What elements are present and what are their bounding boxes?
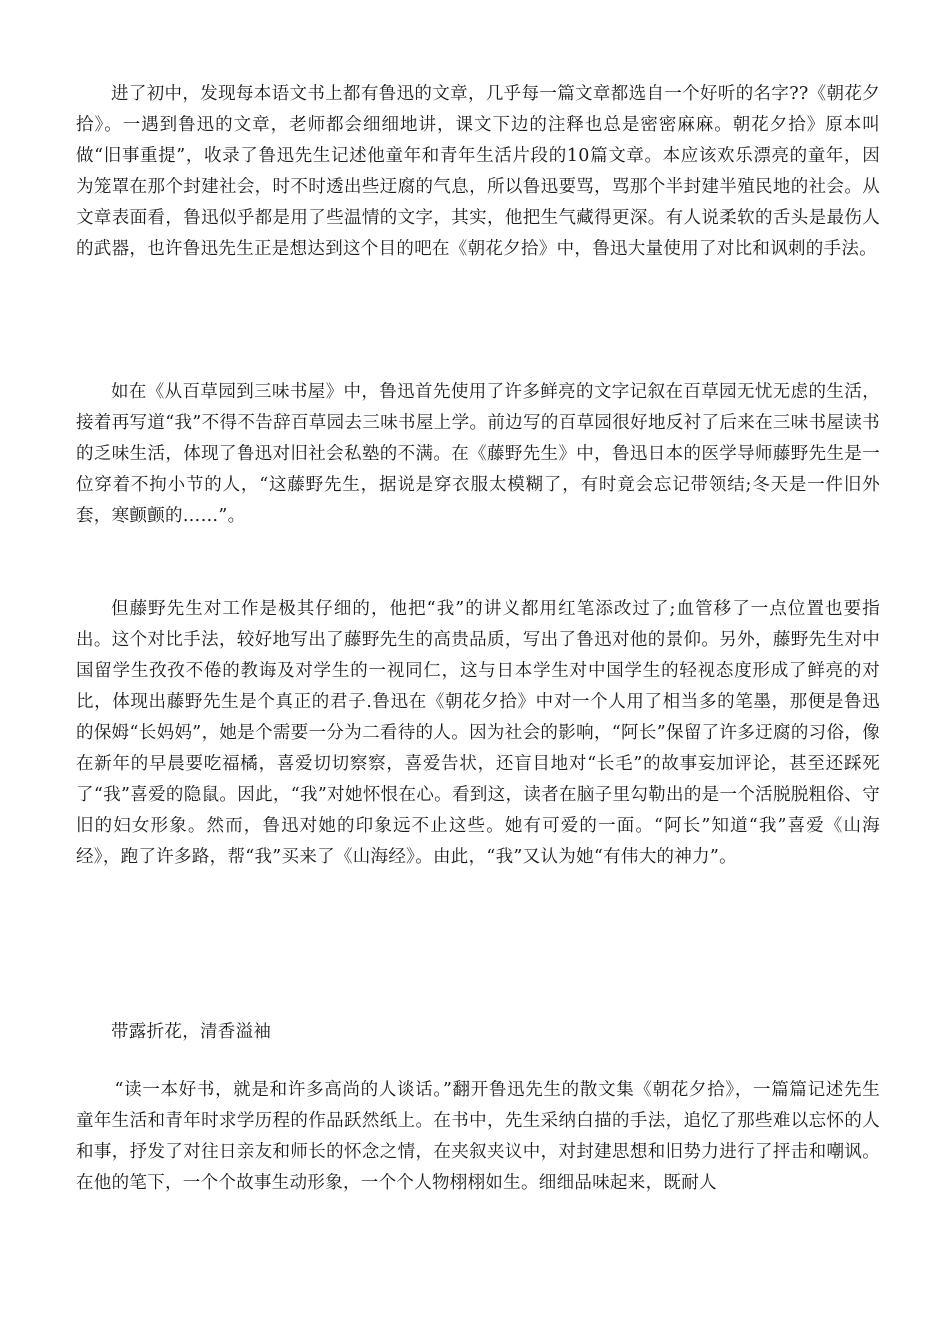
paragraph-3: 但藤野先生对工作是极其仔细的，他把“我”的讲义都用红笔添改过了;血管移了一点位置也要指出。这个对比手法，较好地写出了藤野先生的高贵品质，写出了鲁迅对他的景仰。另外，藤野先生对中国留学生孜孜不倦的教诲及对学生的一视同仁，这与日本学生对中国学生的轻视态度形成了鲜亮的对比，体现出藤野先生是个真正的君子.鲁迅在《朝花夕拾》中对一个人用了相当多的笔墨，那便是鲁迅的保姆“长妈妈”，她是个需要一分为二看待的人。因为社会的影响，“阿长”保留了许多迂腐的习俗，像在新年的早晨要吃福橘，喜爱切切察察，喜爱告状，还盲目地对“长毛”的故事妄加评论，甚至还踩死了“我”喜爱的隐鼠。因此，“我”对她怀恨在心。看到这，读者在脑子里勾勒出的是一个活脱脱粗俗、守旧的妇女形象。然而，鲁迅对她的印象远不止这些。她有可爱的一面。“阿长”知道“我”喜爱《山海经》，跑了许多路，帮“我”买来了《山海经》。由此，“我”又认为她“有伟大的神力”。: [76, 599, 880, 867]
paragraph-1: 进了初中，发现每本语文书上都有鲁迅的文章，几乎每一篇文章都选自一个好听的名字??《朝花夕拾》。一遇到鲁迅的文章，老师都会细细地讲，课文下边的注释也总是密密麻麻。朝花夕拾》原本叫做“旧事重提”，收录了鲁迅先生记述他童年和青年生活片段的10篇文章。本应该欢乐漂亮的童年，因为笼罩在那个封建社会，时不时透出些迂腐的气息，所以鲁迅要骂，骂那个半封建半殖民地的社会。从文章表面看，鲁迅似乎都是用了些温情的文字，其实，他把生气藏得更深。有人说柔软的舌头是最伤人的武器，也许鲁迅先生正是想达到这个目的吧在《朝花夕拾》中，鲁迅大量使用了对比和讽刺的手法。: [76, 84, 880, 259]
paragraph-2: 如在《从百草园到三味书屋》中，鲁迅首先使用了许多鲜亮的文字记叙在百草园无忧无虑的生活，接着再写道“我”不得不告辞百草园去三味书屋上学。前边写的百草园很好地反衬了后来在三味书屋读书的乏味生活，体现了鲁迅对旧社会私塾的不满。在《藤野先生》中，鲁迅日本的医学导师藤野先生是一位穿着不拘小节的人，“这藤野先生，据说是穿衣服太模糊了，有时竟会忘记带领结;冬天是一件旧外套，寒颤颤的……”。: [76, 382, 880, 526]
section-heading: 带露折花，清香溢袖: [111, 1022, 272, 1042]
paragraph-4: “读一本好书，就是和许多高尚的人谈话。”翻开鲁迅先生的散文集《朝花夕拾》，一篇篇记述先生童年生活和青年时求学历程的作品跃然纸上。在书中，先生采纳白描的手法，追忆了那些难以忘怀的人和事，抒发了对往日亲友和师长的怀念之情，在夹叙夹议中，对封建思想和旧势力进行了抨击和嘲讽。在他的笔下，一个个故事生动形象，一个个人物栩栩如生。细细品味起来，既耐人: [76, 1080, 880, 1193]
